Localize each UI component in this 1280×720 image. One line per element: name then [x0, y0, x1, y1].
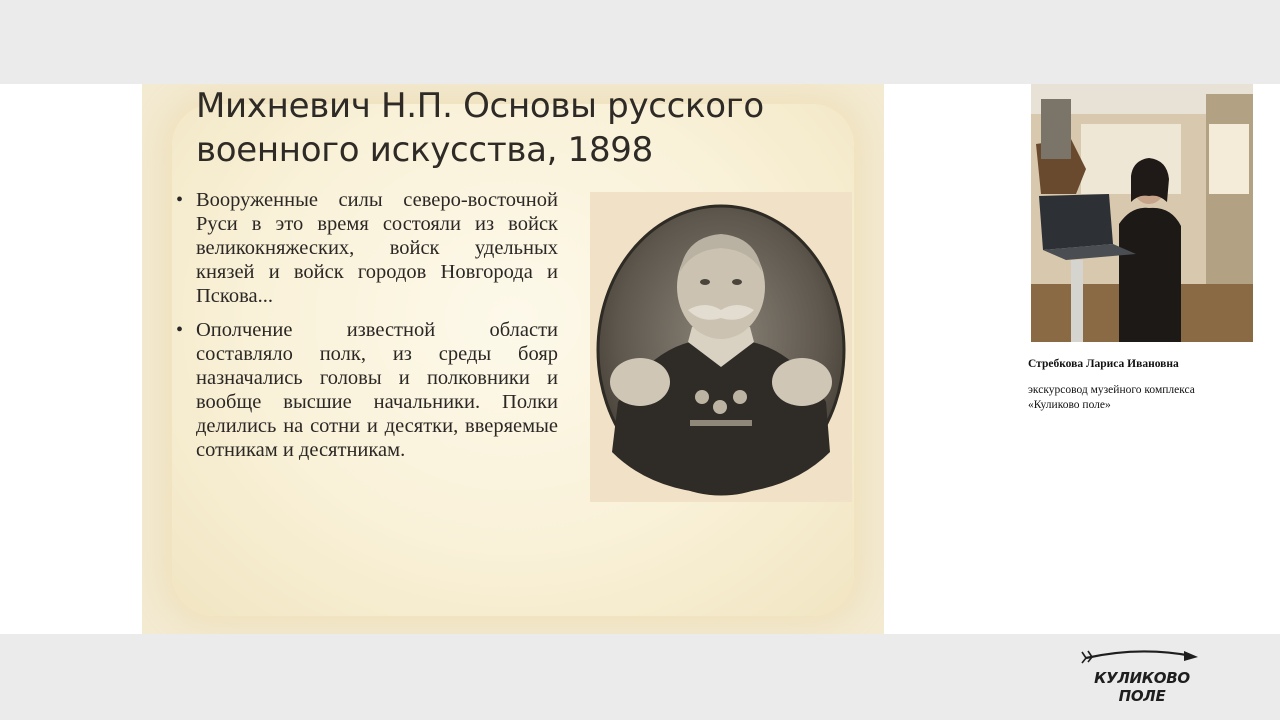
kulikovo-pole-logo	[1080, 648, 1204, 710]
slide-bullet-text: Вооруженные силы северо-восточной Руси в это время состояли из войск великокняжеских, войск удельных князей и войск городов Новгорода и Пскова...	[196, 189, 558, 307]
slide-bullet-text: Ополчение известной области составляло полк, из среды бояр назначались головы и полковники и вообще высшие начальники. Полки делились на сотни и десятки, вверяемые сотникам и десятникам.	[196, 319, 558, 461]
presentation-slide	[142, 84, 884, 634]
slide-bullet-list	[174, 188, 558, 472]
bullet-icon: •	[176, 319, 184, 341]
arrow-icon	[1080, 648, 1204, 668]
slide-title-line-2: военного искусства, 1898	[196, 130, 653, 170]
top-band	[0, 0, 1280, 84]
logo-line-2: ПОЛЕ	[1118, 687, 1166, 705]
speaker-name: Стребкова Лариса Ивановна	[1028, 358, 1179, 370]
bullet-icon: •	[176, 189, 184, 211]
portrait-image	[590, 192, 852, 502]
speaker-video	[1031, 84, 1253, 342]
slide-bullet-item	[174, 318, 558, 462]
slide-bullet-item	[174, 188, 558, 308]
speaker-role	[1028, 383, 1268, 413]
speaker-role-line-2: «Куликово поле»	[1028, 399, 1111, 411]
speaker-photo-icon	[1031, 84, 1253, 342]
general-portrait-icon	[590, 192, 852, 502]
slide-title-line-1: Михневич Н.П. Основы русского	[196, 86, 764, 126]
slide-title	[196, 84, 846, 172]
logo-line-1: КУЛИКОВО	[1094, 669, 1190, 687]
speaker-role-line-1: экскурсовод музейного комплекса	[1028, 384, 1195, 396]
